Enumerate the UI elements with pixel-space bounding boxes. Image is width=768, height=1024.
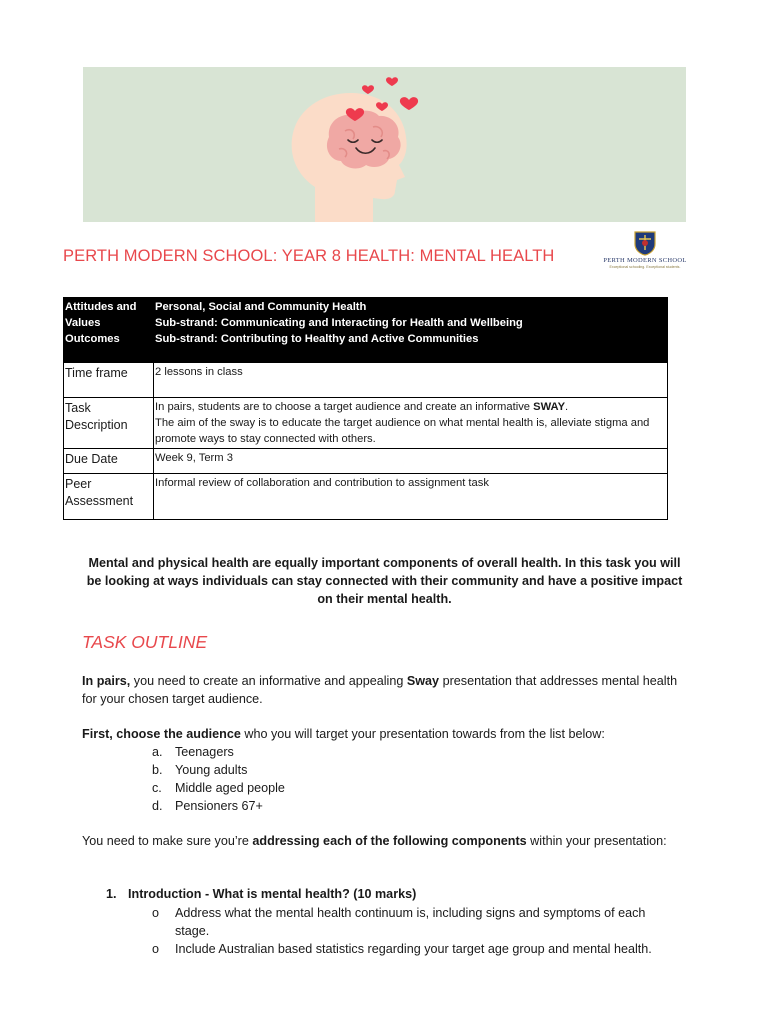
outcomes-label: Attitudes and Values Outcomes — [64, 298, 154, 363]
outcomes-value: Personal, Social and Community Health Sub-strand: Communicating and Interacting for Health and Wellbeing Sub-strand: Contributing to Healthy and Active Communities — [154, 298, 668, 363]
peer-assessment-value: Informal review of collaboration and contribution to assignment task — [154, 474, 668, 520]
task-info-table — [63, 297, 668, 520]
mental-health-illustration — [83, 67, 686, 222]
time-frame-label: Time frame — [64, 363, 154, 398]
page-title: PERTH MODERN SCHOOL: YEAR 8 HEALTH: MENTAL HEALTH — [63, 247, 555, 265]
table-row — [64, 363, 668, 398]
components-paragraph: You need to make sure you’re addressing each of the following components within your presentation: — [82, 834, 667, 848]
list-item: o Include Australian based statistics regarding your target age group and mental health. — [152, 942, 652, 956]
table-header-row — [64, 298, 668, 363]
list-item: d. Pensioners 67+ — [152, 799, 263, 813]
due-date-value: Week 9, Term 3 — [154, 449, 668, 474]
audience-paragraph: First, choose the audience who you will target your presentation towards from the list below: — [82, 727, 605, 741]
school-crest-icon — [633, 230, 657, 256]
task-description-value: In pairs, students are to choose a target audience and create an informative SWAY. The aim of the sway is to educate the target audience on what mental health is, alleviate stigma and promote ways to stay connected with others. — [154, 398, 668, 449]
peer-assessment-label: Peer Assessment — [64, 474, 154, 520]
list-item: b. Young adults — [152, 763, 248, 777]
due-date-label: Due Date — [64, 449, 154, 474]
school-logo — [597, 230, 693, 286]
list-item: a. Teenagers — [152, 745, 234, 759]
header-banner — [83, 67, 686, 222]
logo-motto: Exceptional schooling. Exceptional students. — [609, 265, 681, 269]
list-item: c. Middle aged people — [152, 781, 285, 795]
time-frame-value: 2 lessons in class — [154, 363, 668, 398]
intro-paragraph: Mental and physical health are equally important components of overall health. In this task you will be looking at ways individuals can stay connected with their community and have a positive impact on their mental health. — [86, 556, 683, 606]
table-row — [64, 398, 668, 449]
logo-school-name: PERTH MODERN SCHOOL — [603, 257, 687, 264]
component-1-title: 1. Introduction - What is mental health? (10 marks) — [106, 887, 417, 901]
table-row — [64, 449, 668, 474]
audience-list — [152, 743, 285, 815]
list-item: o Address what the mental health continuum is, including signs and symptoms of each stage. — [152, 906, 646, 938]
pairs-paragraph: In pairs, you need to create an informative and appealing Sway presentation that addresses mental health for your chosen target audience. — [82, 674, 678, 706]
table-row — [64, 474, 668, 520]
component-1-bullets — [152, 904, 682, 958]
task-description-label: Task Description — [64, 398, 154, 449]
task-outline-heading: TASK OUTLINE — [82, 632, 208, 652]
